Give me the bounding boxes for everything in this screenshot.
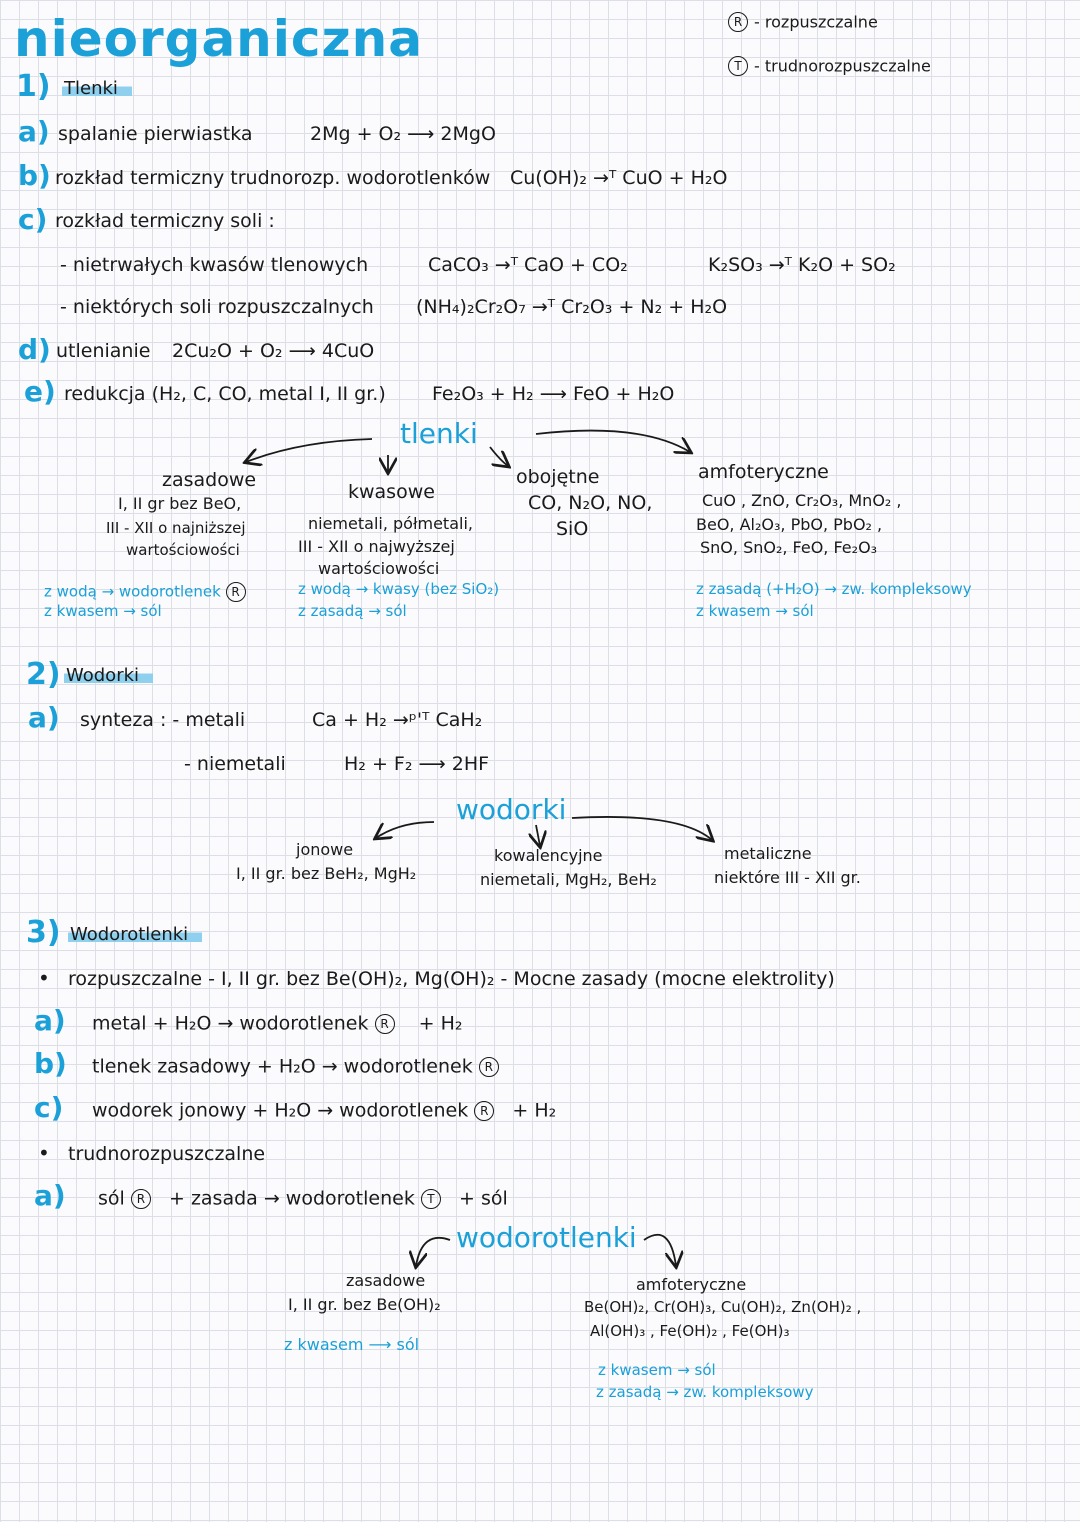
s3-a2-pre: sól (98, 1187, 125, 1210)
s3-b2-text: trudnorozpuszczalne (68, 1143, 266, 1165)
s3-a-mark: a) (34, 1004, 66, 1037)
arrow-wodorki-metaliczne (572, 817, 712, 840)
s1-d-eq: 2Cu₂O + O₂ ⟶ 4CuO (172, 340, 375, 362)
r-circle-icon: R (375, 1014, 395, 1034)
s2-a2-text: - niemetali (184, 753, 286, 775)
wodorotlenki-amfoteryczne-title: amfoteryczne (636, 1275, 747, 1294)
arrow-tlenki-obojetne (490, 447, 508, 466)
s1-e-text: redukcja (H₂, C, CO, metal I, II gr.) (64, 383, 386, 405)
legend-t-icon: T (728, 56, 748, 76)
s1-b-eq: Cu(OH)₂ →ᵀ CuO + H₂O (510, 167, 728, 189)
wodorotlenki-zasadowe-r1: z kwasem ⟶ sól (284, 1335, 420, 1354)
tlenki-obojetne-title: obojętne (516, 466, 600, 488)
section-2-number: 2) (26, 657, 61, 692)
wodorotlenki-amfoteryczne-r2: z zasadą → zw. kompleksowy (596, 1383, 814, 1401)
tlenki-zasadowe-l3: wartościowości (126, 541, 240, 559)
s1-e-eq: Fe₂O₃ + H₂ ⟶ FeO + H₂O (432, 383, 675, 405)
section-3-heading: Wodorotlenki (68, 926, 202, 944)
section-2-heading: Wodorki (64, 667, 153, 685)
wodorotlenki-amfoteryczne-l2: Al(OH)₃ , Fe(OH)₂ , Fe(OH)₃ (590, 1322, 790, 1340)
s3-c-mark: c) (34, 1091, 64, 1124)
wodorki-metaliczne-title: metaliczne (724, 844, 812, 863)
wodorotlenki-center: wodorotlenki (456, 1221, 637, 1254)
tlenki-zasadowe-l1: I, II gr bez BeO, (118, 494, 242, 513)
s3-a2-mid: + zasada → wodorotlenek (168, 1187, 415, 1210)
s1-a-eq: 2Mg + O₂ ⟶ 2MgO (310, 123, 496, 145)
s1-c-text: rozkład termiczny soli : (55, 210, 275, 232)
wodorotlenki-amfoteryczne-l1: Be(OH)₂, Cr(OH)₃, Cu(OH)₂, Zn(OH)₂ , (584, 1298, 862, 1316)
arrow-wodorotlenki-amfoteryczne (644, 1235, 676, 1266)
s3-a2-tail: + sól (459, 1187, 508, 1210)
section-1-number: 1) (16, 69, 51, 104)
section-1-heading: Tlenki (62, 80, 132, 98)
s3-a-tail: + H₂ (418, 1012, 463, 1035)
r-circle-icon: R (479, 1057, 499, 1077)
s1-d-text: utlenianie (56, 340, 151, 362)
wodorotlenki-zasadowe-title: zasadowe (346, 1271, 426, 1290)
s1-c2-text: - niektórych soli rozpuszczalnych (60, 296, 374, 318)
tlenki-kwasowe-l3: wartościowości (318, 559, 440, 578)
s1-e-mark: e) (24, 375, 56, 408)
tlenki-kwasowe-title: kwasowe (348, 481, 435, 503)
arrow-wodorki-jonowe (376, 822, 434, 838)
tlenki-zasadowe-title: zasadowe (162, 469, 257, 491)
s1-c1-text: - nietrwałych kwasów tlenowych (60, 254, 369, 276)
arrow-wodorki-kowalencyjne (536, 825, 540, 846)
tlenki-amfoteryczne-l1: CuO , ZnO, Cr₂O₃, MnO₂ , (702, 491, 902, 510)
s3-a2-mark: a) (34, 1179, 66, 1212)
s1-b-text: rozkład termiczny trudnorozp. wodorotlenków (55, 167, 491, 189)
s1-a-text: spalanie pierwiastka (58, 123, 253, 145)
wodorki-metaliczne-l1: niektóre III - XII gr. (714, 868, 861, 887)
wodorki-kowalencyjne-title: kowalencyjne (494, 846, 603, 865)
tlenki-amfoteryczne-title: amfoteryczne (698, 461, 829, 483)
arrow-tlenki-zasadowe (246, 439, 372, 462)
legend-t-text: - trudnorozpuszczalne (754, 56, 931, 76)
s2-a2-eq: H₂ + F₂ ⟶ 2HF (344, 753, 490, 775)
s2-a-text: synteza : - metali (80, 709, 246, 731)
tlenki-kwasowe-l1: niemetali, półmetali, (308, 514, 473, 533)
s2-a-eq: Ca + H₂ →ᵖ'ᵀ CaH₂ (312, 709, 483, 731)
s1-c1-eq2: K₂SO₃ →ᵀ K₂O + SO₂ (708, 254, 896, 276)
s3-a-text: metal + H₂O → wodorotlenek (92, 1012, 369, 1035)
wodorki-kowalencyjne-l1: niemetali, MgH₂, BeH₂ (480, 870, 657, 889)
tlenki-obojetne-l1: CO, N₂O, NO, (528, 492, 653, 514)
tlenki-zasadowe-r1-text: z wodą → wodorotlenek (44, 582, 221, 601)
tlenki-amfoteryczne-r2: z kwasem → sól (696, 602, 814, 620)
r-circle-icon: R (131, 1189, 151, 1209)
t-circle-icon: T (421, 1189, 441, 1209)
tlenki-kwasowe-r2: z zasadą → sól (298, 602, 407, 620)
tlenki-amfoteryczne-r1: z zasadą (+H₂O) → zw. kompleksowy (696, 580, 972, 598)
r-circle-icon: R (474, 1101, 494, 1121)
tlenki-zasadowe-r2: z kwasem → sól (44, 602, 162, 620)
wodorotlenki-zasadowe-l1: I, II gr. bez Be(OH)₂ (288, 1295, 441, 1314)
s1-d-mark: d) (18, 333, 51, 366)
s1-c2-eq: (NH₄)₂Cr₂O₇ →ᵀ Cr₂O₃ + N₂ + H₂O (416, 296, 728, 318)
s1-a-mark: a) (18, 115, 50, 148)
wodorki-jonowe-l1: I, II gr. bez BeH₂, MgH₂ (236, 864, 417, 883)
s1-b-mark: b) (18, 159, 51, 192)
tlenki-kwasowe-r1: z wodą → kwasy (bez SiO₂) (298, 580, 500, 598)
s1-c-mark: c) (18, 203, 48, 236)
s1-c1-eq1: CaCO₃ →ᵀ CaO + CO₂ (428, 254, 628, 276)
bullet-icon: • (38, 966, 50, 990)
s3-b-text: tlenek zasadowy + H₂O → wodorotlenek (92, 1055, 473, 1078)
r-circle-icon: R (226, 582, 246, 602)
legend-r-text: - rozpuszczalne (754, 12, 878, 32)
wodorki-jonowe-title: jonowe (296, 840, 354, 859)
bullet-icon: • (38, 1141, 50, 1165)
tlenki-kwasowe-l2: III - XII o najwyższej (298, 537, 455, 556)
s3-b-mark: b) (34, 1047, 67, 1080)
page-title: nieorganiczna (14, 10, 423, 68)
section-3-number: 3) (26, 915, 61, 950)
tlenki-obojetne-l2: SiO (556, 518, 589, 540)
wodorki-center: wodorki (456, 793, 567, 826)
tlenki-center: tlenki (400, 417, 478, 450)
s3-b1-text: rozpuszczalne - I, II gr. bez Be(OH)₂, Mg(OH)₂ - Mocne zasady (mocne elektrolity) (68, 968, 835, 990)
tlenki-amfoteryczne-l2: BeO, Al₂O₃, PbO, PbO₂ , (696, 515, 883, 534)
legend-r-icon: R (728, 12, 748, 32)
s2-a-mark: a) (28, 701, 60, 734)
wodorotlenki-amfoteryczne-r1: z kwasem → sól (598, 1361, 716, 1379)
s3-c-text: wodorek jonowy + H₂O → wodorotlenek (92, 1099, 469, 1122)
s3-c-tail: + H₂ (512, 1099, 557, 1122)
arrow-wodorotlenki-zasadowe (416, 1238, 450, 1266)
tlenki-amfoteryczne-l3: SnO, SnO₂, FeO, Fe₂O₃ (700, 538, 878, 557)
arrow-tlenki-amfoteryczne (536, 431, 690, 452)
tlenki-zasadowe-l2: III - XII o najniższej (106, 519, 246, 537)
